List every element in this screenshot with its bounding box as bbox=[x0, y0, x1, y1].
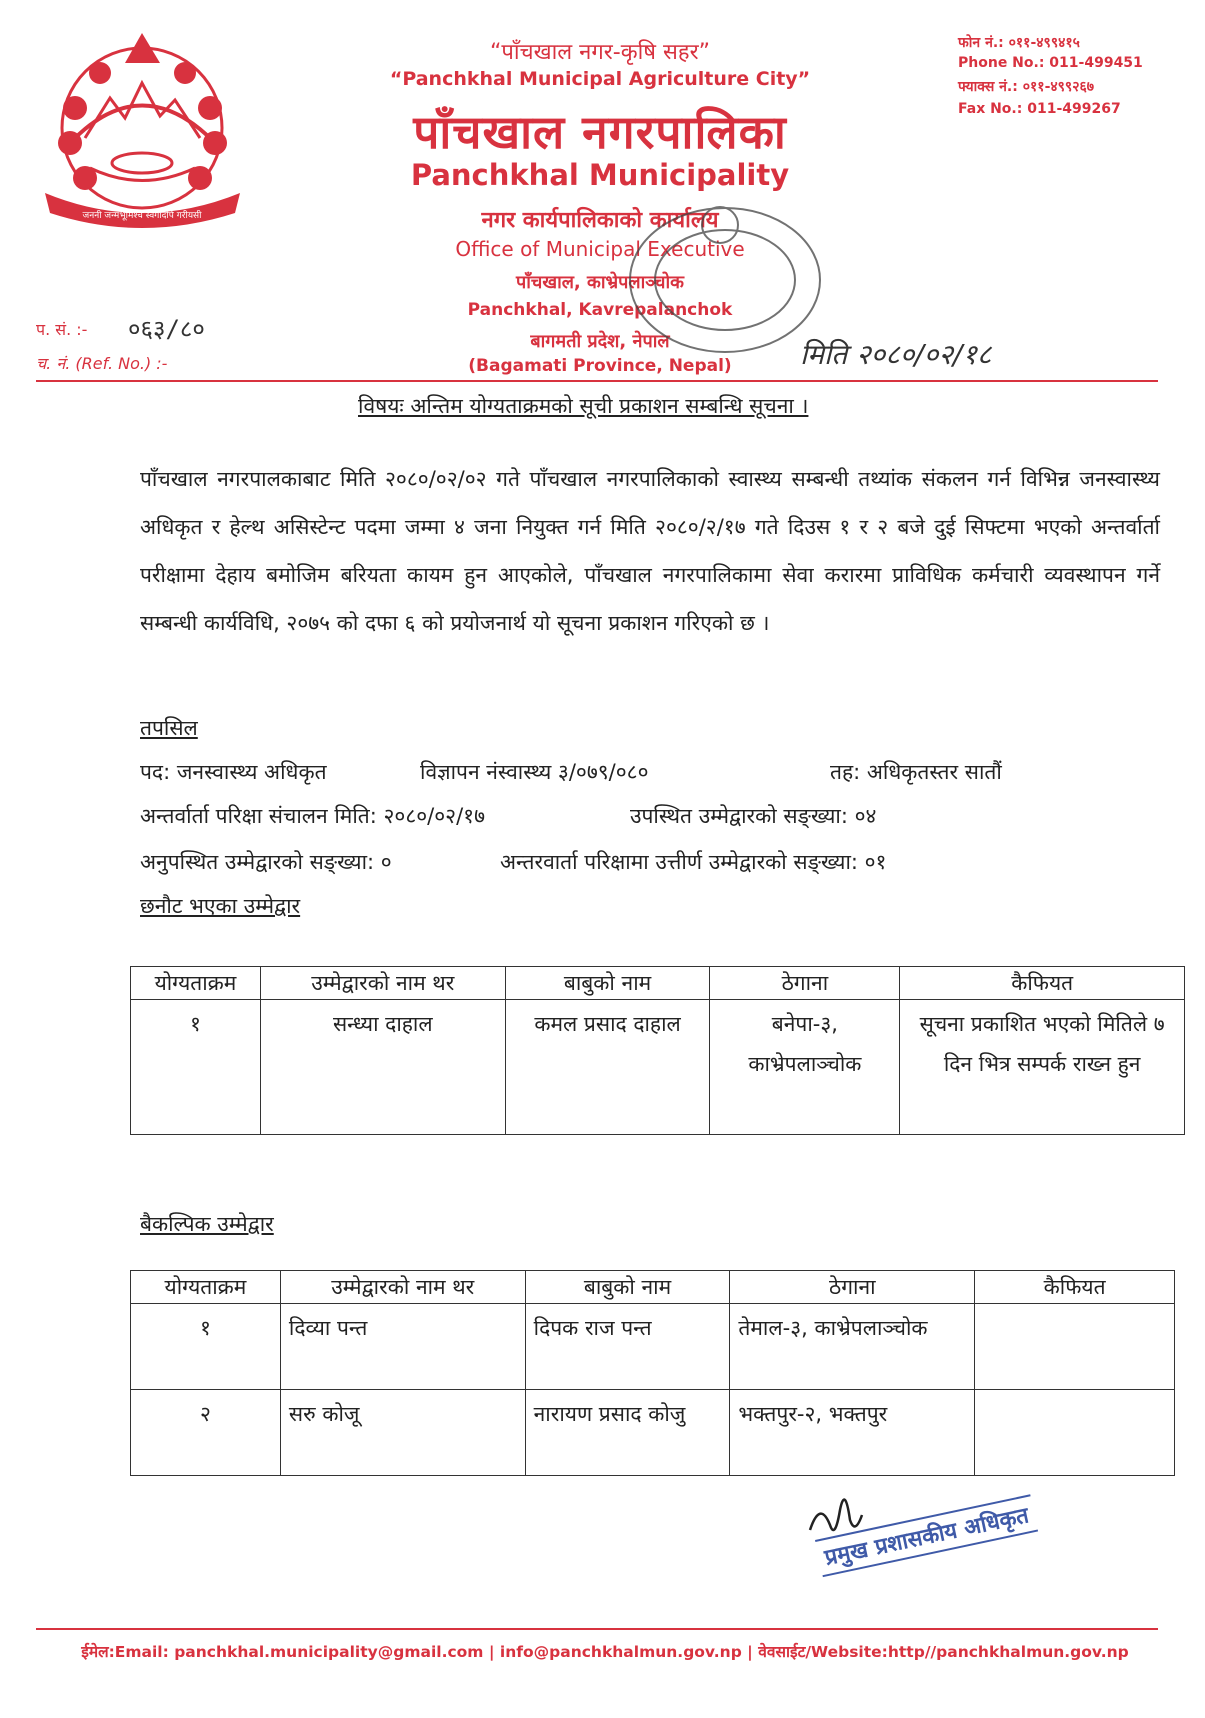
address-english: Panchkhal, Kavrepalanchok bbox=[467, 300, 733, 320]
slogan-nepali: “पाँचखाल नगर-कृषि सहर” bbox=[490, 40, 710, 65]
address-cell: भक्तपुर-२, भक्तपुर bbox=[730, 1390, 975, 1476]
advert-field: विज्ञापन नंस्वास्थ्य ३/०७९/०८० bbox=[420, 760, 649, 784]
footer-contact: ईमेल:Email: panchkhal.municipality@gmail.com | info@panchkhalmun.gov.np | वेवसाईट/Website:http//panchkhalmun.gov.np bbox=[81, 1643, 1129, 1661]
column-header: योग्यताक्रम bbox=[131, 967, 261, 1000]
fax-nepali: फ्याक्स नं.: ०११-४९९२६७ bbox=[958, 79, 1095, 95]
interview-date-field: अन्तर्वार्ता परिक्षा संचालन मिति: २०८०/०२/१७ bbox=[140, 804, 486, 828]
candidate-name-cell: सन्ध्या दाहाल bbox=[260, 1000, 505, 1135]
selected-heading: छनौट भएका उम्मेद्वार bbox=[140, 894, 301, 918]
province-english: (Bagamati Province, Nepal) bbox=[468, 356, 732, 376]
alternate-candidates-table bbox=[130, 1270, 1175, 1476]
footer-divider bbox=[36, 1628, 1158, 1630]
municipality-name-nepali: पाँचखाल नगरपालिका bbox=[413, 105, 787, 159]
table-row bbox=[131, 1390, 1175, 1476]
remarks-cell: सूचना प्रकाशित भएको मितिले ७ दिन भित्र सम्पर्क राख्न हुन bbox=[900, 1000, 1185, 1135]
header-divider bbox=[36, 380, 1158, 382]
level-field: तह: अधिकृतस्तर सातौं bbox=[830, 760, 1002, 784]
absent-count-field: अनुपस्थित उम्मेद्वारको सङ्ख्या: ० bbox=[140, 850, 392, 874]
notice-paragraph: पाँचखाल नगरपालकाबाट मिति २०८०/०२/०२ गते पाँचखाल नगरपालिकाको स्वास्थ्य सम्बन्धी तथ्यांक संकलन गर्न विभिन्न जनस्वास्थ्य अधिकृत र हेल्थ असिस्टेन्ट पदमा जम्मा ४ जना नियुक्त गर्न मिति २०८०/२/१७ गते दिउस १ र २ बजे दुई सिफ्टमा भएको अन्तर्वार्ता परीक्षामा देहाय बमोजिम बरियता कायम हुन आएकोले, पाँचखाल नगरपालिकामा सेवा करारमा प्राविधिक कर्मचारी व्यवस्थापन गर्ने सम्बन्धी कार्यविधि, २०७५ को दफा ६ को प्रयोजनार्थ यो सूचना प्रकाशन गरिएको छ । bbox=[140, 467, 1160, 635]
table-header-row bbox=[131, 967, 1185, 1000]
candidate-name-cell: सरु कोजू bbox=[280, 1390, 525, 1476]
emblem-motto: जननी जन्मभूमिश्च स्वर्गादपि गरीयसी bbox=[82, 211, 202, 221]
office-name-nepali: नगर कार्यपालिकाको कार्यालय bbox=[481, 208, 719, 233]
candidate-name-cell: दिव्या पन्त bbox=[280, 1304, 525, 1390]
remarks-cell bbox=[975, 1304, 1175, 1390]
passed-count-field: अन्तरवार्ता परिक्षामा उत्तीर्ण उम्मेद्वारको सङ्ख्या: ०१ bbox=[500, 850, 887, 874]
remarks-cell bbox=[975, 1390, 1175, 1476]
province-nepali: बागमती प्रदेश, नेपाल bbox=[530, 331, 670, 352]
details-heading: तपसिल bbox=[140, 716, 198, 740]
table-row bbox=[131, 1304, 1175, 1390]
present-count-field: उपस्थित उम्मेद्वारको सङ्ख्या: ०४ bbox=[630, 804, 877, 828]
ref-no-label: च. नं. (Ref. No.) :- bbox=[36, 354, 168, 373]
address-cell: बनेपा-३, काभ्रेपलाञ्चोक bbox=[710, 1000, 900, 1135]
father-name-cell: नारायण प्रसाद कोजु bbox=[525, 1390, 730, 1476]
address-cell: तेमाल-३, काभ्रेपलाञ्चोक bbox=[730, 1304, 975, 1390]
office-name-english: Office of Municipal Executive bbox=[455, 237, 745, 261]
subject-line: विषयः अन्तिम योग्यताक्रमको सूची प्रकाशन सम्बन्धि सूचना । bbox=[358, 394, 809, 418]
fax-english: Fax No.: 011-499267 bbox=[958, 101, 1121, 117]
column-header: कैफियत bbox=[900, 967, 1185, 1000]
column-header: बाबुको नाम bbox=[505, 967, 710, 1000]
column-header: योग्यताक्रम bbox=[131, 1271, 281, 1304]
table-header-row bbox=[131, 1271, 1175, 1304]
letter-date: मिति २०८०/०२/१८ bbox=[800, 338, 992, 371]
rank-cell: २ bbox=[131, 1390, 281, 1476]
alternate-heading: बैकल्पिक उम्मेद्वार bbox=[140, 1212, 274, 1236]
phone-english: Phone No.: 011-499451 bbox=[958, 55, 1143, 71]
post-field: पद: जनस्वास्थ्य अधिकृत bbox=[140, 760, 327, 784]
column-header: उम्मेद्वारको नाम थर bbox=[260, 967, 505, 1000]
ps-value: ०६३/८० bbox=[128, 315, 205, 343]
municipality-name-english: Panchkhal Municipality bbox=[410, 158, 790, 192]
column-header: कैफियत bbox=[975, 1271, 1175, 1304]
column-header: बाबुको नाम bbox=[525, 1271, 730, 1304]
rank-cell: १ bbox=[131, 1304, 281, 1390]
slogan-english: “Panchkhal Municipal Agriculture City” bbox=[389, 68, 811, 90]
column-header: ठेगाना bbox=[710, 967, 900, 1000]
selected-candidates-table bbox=[130, 966, 1185, 1135]
address-nepali: पाँचखाल, काभ्रेपलाञ्चोक bbox=[516, 272, 684, 293]
column-header: ठेगाना bbox=[730, 1271, 975, 1304]
rank-cell: १ bbox=[131, 1000, 261, 1135]
father-name-cell: दिपक राज पन्त bbox=[525, 1304, 730, 1390]
father-name-cell: कमल प्रसाद दाहाल bbox=[505, 1000, 710, 1135]
ps-label: प. सं. :- bbox=[36, 320, 88, 339]
phone-nepali: फोन नं.: ०११-४९९४१५ bbox=[958, 35, 1080, 51]
office-stamp-icon bbox=[620, 195, 830, 365]
table-row bbox=[131, 1000, 1185, 1135]
officer-stamp: प्रमुख प्रशासकीय अधिकृत bbox=[815, 1494, 1038, 1577]
nepal-emblem-icon bbox=[30, 28, 255, 228]
column-header: उम्मेद्वारको नाम थर bbox=[280, 1271, 525, 1304]
